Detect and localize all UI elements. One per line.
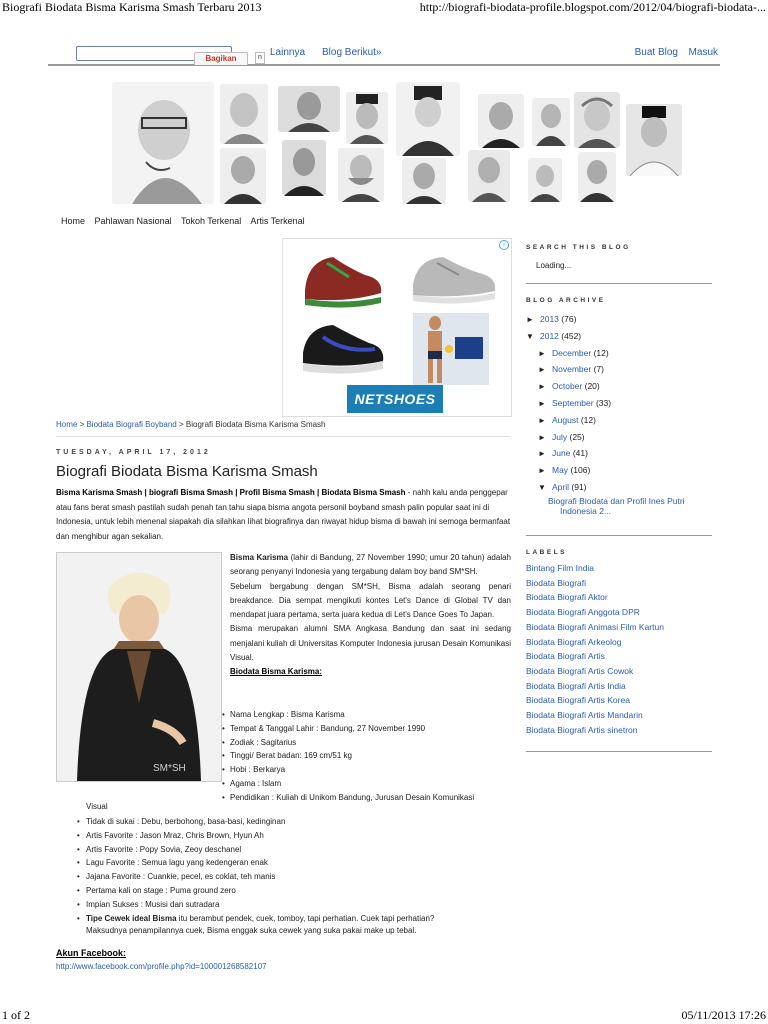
fact-item: • Impian Sukses : Musisi dan sutradara xyxy=(86,898,511,912)
ideal-text: itu berambut pendek, cuek, tomboy, tapi perhatian. Cuek tapi perhatian? xyxy=(176,913,435,923)
bio-facts-list-2 xyxy=(86,815,511,925)
portrait-sketch-8 xyxy=(574,92,620,148)
archive-count: (91) xyxy=(571,482,587,492)
expand-triangle-icon[interactable]: ► xyxy=(538,365,546,375)
portrait-sketch-7 xyxy=(532,98,570,146)
breadcrumb-separator: > xyxy=(176,420,186,429)
portrait-sketch-large xyxy=(112,82,214,204)
bio-facts-list xyxy=(230,708,511,805)
bio-intro: (lahir di Bandung, 27 November 1990; umur 20 tahun) adalah seorang penyanyi Indonesia yang tergabung dalam boy band SM*SH. xyxy=(230,553,512,577)
archive-count: (452) xyxy=(561,330,582,341)
more-link[interactable]: Lainnya xyxy=(270,47,306,58)
breadcrumb-current: Biografi Biodata Bisma Karisma Smash xyxy=(185,420,326,429)
bio-name: Bisma Karisma xyxy=(230,553,289,562)
breadcrumb-category[interactable]: Biodata Biografi Boyband xyxy=(86,420,177,429)
archive-row-may xyxy=(538,465,590,475)
bio-paragraph-3: Bisma merupakan alumni SMA Angkasa Bandung dan saat ini sedang menjalani kuliah di Universitas Komputer Indonesia jurusan Desain Komunikasi Visual. xyxy=(230,624,511,663)
archive-link[interactable]: October xyxy=(552,381,583,392)
portrait-sketch-16 xyxy=(578,152,616,202)
print-header xyxy=(0,0,768,16)
ad-shoe-grey[interactable] xyxy=(399,241,509,313)
archive-link[interactable]: September xyxy=(552,398,594,408)
ad-info-icon[interactable]: i xyxy=(499,240,509,250)
ad-shoe-red[interactable] xyxy=(287,241,397,313)
labels-widget-title: LABELS xyxy=(526,549,567,556)
fact-item-continuation: Visual xyxy=(86,802,108,811)
facebook-heading: Akun Facebook: xyxy=(56,948,127,958)
archive-count: (106) xyxy=(570,465,591,476)
portrait-sketch-3 xyxy=(278,86,340,132)
blogger-navbar xyxy=(48,44,720,66)
fact-item: • Agama : Islam xyxy=(230,777,511,791)
photo-caption: SM*SH xyxy=(153,763,186,774)
ad-shoe-black[interactable] xyxy=(287,313,397,385)
fact-item: • Jajana Favorite : Cuankie, pecel, es coklat, teh manis xyxy=(86,870,511,884)
nav-home[interactable]: Home xyxy=(61,216,86,226)
fact-item: • Tinggi/ Berat badan: 169 cm/51 kg xyxy=(230,749,511,763)
post-date: TUESDAY, APRIL 17, 2012 xyxy=(56,449,211,456)
portrait-sketch-5 xyxy=(396,82,460,156)
archive-row-september xyxy=(538,398,611,408)
label-link[interactable]: Biodata Biografi Artis xyxy=(526,651,605,662)
advertisement[interactable] xyxy=(282,238,512,417)
archive-post-link-line-1: Biografi Biodata dan Profil Ines Putri xyxy=(548,496,685,506)
label-link[interactable]: Biodata Biografi Artis Korea xyxy=(526,695,630,706)
expand-triangle-icon[interactable]: ► xyxy=(538,432,546,442)
label-link[interactable]: Biodata Biografi Animasi Film Kartun xyxy=(526,621,664,632)
portrait-sketch-11 xyxy=(282,140,326,196)
archive-count: (20) xyxy=(584,381,600,392)
header-banner-portraits[interactable] xyxy=(112,78,688,208)
bio-section-heading: Biodata Bisma Karisma: xyxy=(230,667,323,677)
ideal-text-continuation: Maksudnya penampilannya cuek, Bisma enggak suka cewek yang suka pakai make up tebal. xyxy=(86,926,417,935)
portrait-sketch-6 xyxy=(478,94,524,148)
archive-count: (12) xyxy=(593,347,609,358)
expand-triangle-icon[interactable]: ► xyxy=(526,315,534,324)
archive-post-link[interactable] xyxy=(548,496,685,516)
search-loading-text: Loading... xyxy=(536,261,572,270)
ad-swimwear-model[interactable] xyxy=(413,313,489,385)
portrait-sketch-12 xyxy=(338,148,384,202)
fact-item: • Nama Lengkap : Bisma Karisma xyxy=(230,708,511,722)
post-intro xyxy=(56,486,511,544)
bio-text xyxy=(230,551,511,680)
label-link[interactable]: Biodata Biografi Anggota DPR xyxy=(526,607,640,618)
archive-link[interactable]: June xyxy=(552,448,571,459)
collapse-triangle-icon[interactable]: ▼ xyxy=(538,483,546,492)
archive-row-november xyxy=(538,364,604,374)
breadcrumb-home[interactable]: Home xyxy=(56,420,78,429)
fact-item: • Zodiak : Sagitarius xyxy=(230,736,511,750)
print-datetime: 05/11/2013 17:26 xyxy=(681,1008,766,1022)
expand-triangle-icon[interactable]: ► xyxy=(538,382,546,392)
label-link[interactable]: Biodata Biografi xyxy=(526,577,587,588)
post-intro-keywords: Bisma Karisma Smash | biografi Bisma Smash | Profil Bisma Smash | Biodata Bisma Smash xyxy=(56,488,406,497)
sidebar-divider xyxy=(526,535,712,536)
archive-row-july xyxy=(538,432,585,442)
netshoes-logo[interactable]: NETSHOES xyxy=(347,385,443,413)
create-blog-link[interactable]: Buat Blog xyxy=(634,47,678,58)
fact-item: • Lagu Favorite : Semua lagu yang kedengeran enak xyxy=(86,856,511,870)
archive-row-june xyxy=(538,448,588,458)
archive-post-link-line-2: Indonesia 2... xyxy=(560,506,612,516)
print-page-number: 1 of 2 xyxy=(2,1008,30,1022)
collapse-triangle-icon[interactable]: ▼ xyxy=(526,331,534,341)
post-intro-text: - nahh kalu anda penggepar atau fans berat smash pastilah sudah penah tan tahu siapa bisma angota personil boyband smash palin popular saat ini di Indonesia, untuk lebih menenal siapakah dia silahkan lihat biografinya dan riwayat hidup bisma di bawah ini semoga bermanfaat dan menghibur agan sekalian. xyxy=(56,488,511,541)
portrait-sketch-14 xyxy=(468,150,510,202)
breadcrumb-divider xyxy=(56,436,510,437)
archive-widget-title: BLOG ARCHIVE xyxy=(526,297,606,304)
ideal-label: Tipe Cewek ideal Bisma xyxy=(86,913,177,923)
login-link[interactable]: Masuk xyxy=(688,47,718,58)
archive-row-august xyxy=(538,415,596,425)
fact-item: • Tidak di sukai : Debu, berbohong, basa-basi, kedinginan xyxy=(86,815,511,829)
archive-link[interactable]: 2012 xyxy=(540,330,559,341)
expand-triangle-icon[interactable]: ► xyxy=(538,348,546,358)
sidebar-divider xyxy=(526,283,712,284)
share-count-badge: n xyxy=(255,52,265,64)
facebook-profile-link[interactable]: http://www.facebook.com/profile.php?id=100001268582107 xyxy=(56,962,267,971)
portrait-sketch-13 xyxy=(402,158,446,204)
nav-tokoh-terkenal[interactable]: Tokoh Terkenal xyxy=(180,216,242,226)
fact-item: • Artis Favorite : Popy Sovia, Zeoy deschanel xyxy=(86,843,511,857)
archive-row-2012 xyxy=(526,331,581,341)
archive-row-2013 xyxy=(526,314,576,324)
archive-count: (33) xyxy=(595,398,612,408)
search-widget-title: SEARCH THIS BLOG xyxy=(526,244,631,251)
fact-item: • Pertama kali on stage : Puma ground zero xyxy=(86,884,511,898)
archive-row-december xyxy=(538,348,609,358)
fact-item-ideal xyxy=(86,912,511,926)
archive-row-october xyxy=(538,381,600,391)
archive-link[interactable]: May xyxy=(552,465,569,476)
sidebar-divider xyxy=(526,751,712,752)
archive-link[interactable]: December xyxy=(552,347,592,358)
archive-row-april xyxy=(538,482,587,492)
nav-pahlawan-nasional[interactable]: Pahlawan Nasional xyxy=(94,216,172,226)
label-link[interactable]: Biodata Biografi Artis Cowok xyxy=(526,665,634,676)
archive-link[interactable]: July xyxy=(552,431,568,442)
fact-item: • Artis Favorite : Jason Mraz, Chris Brown, Hyun Ah xyxy=(86,829,511,843)
fact-item: • Tempat & Tanggal Lahir : Bandung, 27 November 1990 xyxy=(230,722,511,736)
archive-count: (7) xyxy=(593,364,604,375)
label-link[interactable]: Bintang Film India xyxy=(526,563,595,573)
archive-count: (41) xyxy=(572,448,588,459)
archive-link[interactable]: 2013 xyxy=(540,314,559,324)
label-link[interactable]: Biodata Biografi Artis India xyxy=(526,680,626,691)
portrait-sketch-9 xyxy=(626,104,682,176)
bisma-photo xyxy=(56,552,222,782)
print-page-title: Biografi Biodata Bisma Karisma Smash Terbaru 2013 xyxy=(2,0,262,14)
post-title[interactable]: Biografi Biodata Bisma Karisma Smash xyxy=(56,463,318,480)
breadcrumb xyxy=(56,420,326,429)
portrait-sketch-15 xyxy=(528,158,562,202)
fact-item: • Hobi : Berkarya xyxy=(230,763,511,777)
archive-link[interactable]: November xyxy=(552,364,592,375)
next-blog-link[interactable]: Blog Berikut» xyxy=(322,47,382,58)
portrait-sketch-2 xyxy=(220,84,268,144)
archive-count: (25) xyxy=(569,431,585,442)
expand-triangle-icon[interactable]: ► xyxy=(538,399,546,408)
nav-artis-terkenal[interactable]: Artis Terkenal xyxy=(250,216,305,226)
fact-item: • Pendidikan : Kuliah di Unikom Bandung, Jurusan Desain Komunikasi xyxy=(230,791,511,805)
archive-link[interactable]: August xyxy=(552,414,579,425)
breadcrumb-separator: > xyxy=(77,420,87,429)
expand-triangle-icon[interactable]: ► xyxy=(538,415,546,425)
expand-triangle-icon[interactable]: ► xyxy=(538,449,546,459)
share-button[interactable]: Bagikan xyxy=(194,52,248,65)
portrait-sketch-10 xyxy=(220,148,266,204)
archive-count: (12) xyxy=(580,414,596,425)
archive-link[interactable]: April xyxy=(552,482,570,492)
label-link[interactable]: Biodata Biografi Aktor xyxy=(526,592,608,603)
bio-paragraph-1 xyxy=(230,551,511,580)
bio-paragraph-2: Sebelum bergabung dengan SM*SH, Bisma adalah seorang penari breakdance. Dia sempat mengikuti kontes Let's Dance di Global TV dan mendapat juara pertama, serta juara kedua di Let's Dance Goes To Japan. xyxy=(230,581,511,620)
label-link[interactable]: Biodata Biografi Arkeolog xyxy=(526,636,622,647)
expand-triangle-icon[interactable]: ► xyxy=(538,466,546,476)
print-page-url: http://biografi-biodata-profile.blogspot.com/2012/04/biografi-biodata-... xyxy=(419,0,766,14)
top-page-nav xyxy=(61,216,312,226)
archive-count: (76) xyxy=(561,314,577,324)
portrait-sketch-4 xyxy=(346,92,388,144)
label-link[interactable]: Biodata Biografi Artis Mandarin xyxy=(526,710,643,720)
label-link[interactable]: Biodata Biografi Artis sinetron xyxy=(526,724,638,735)
